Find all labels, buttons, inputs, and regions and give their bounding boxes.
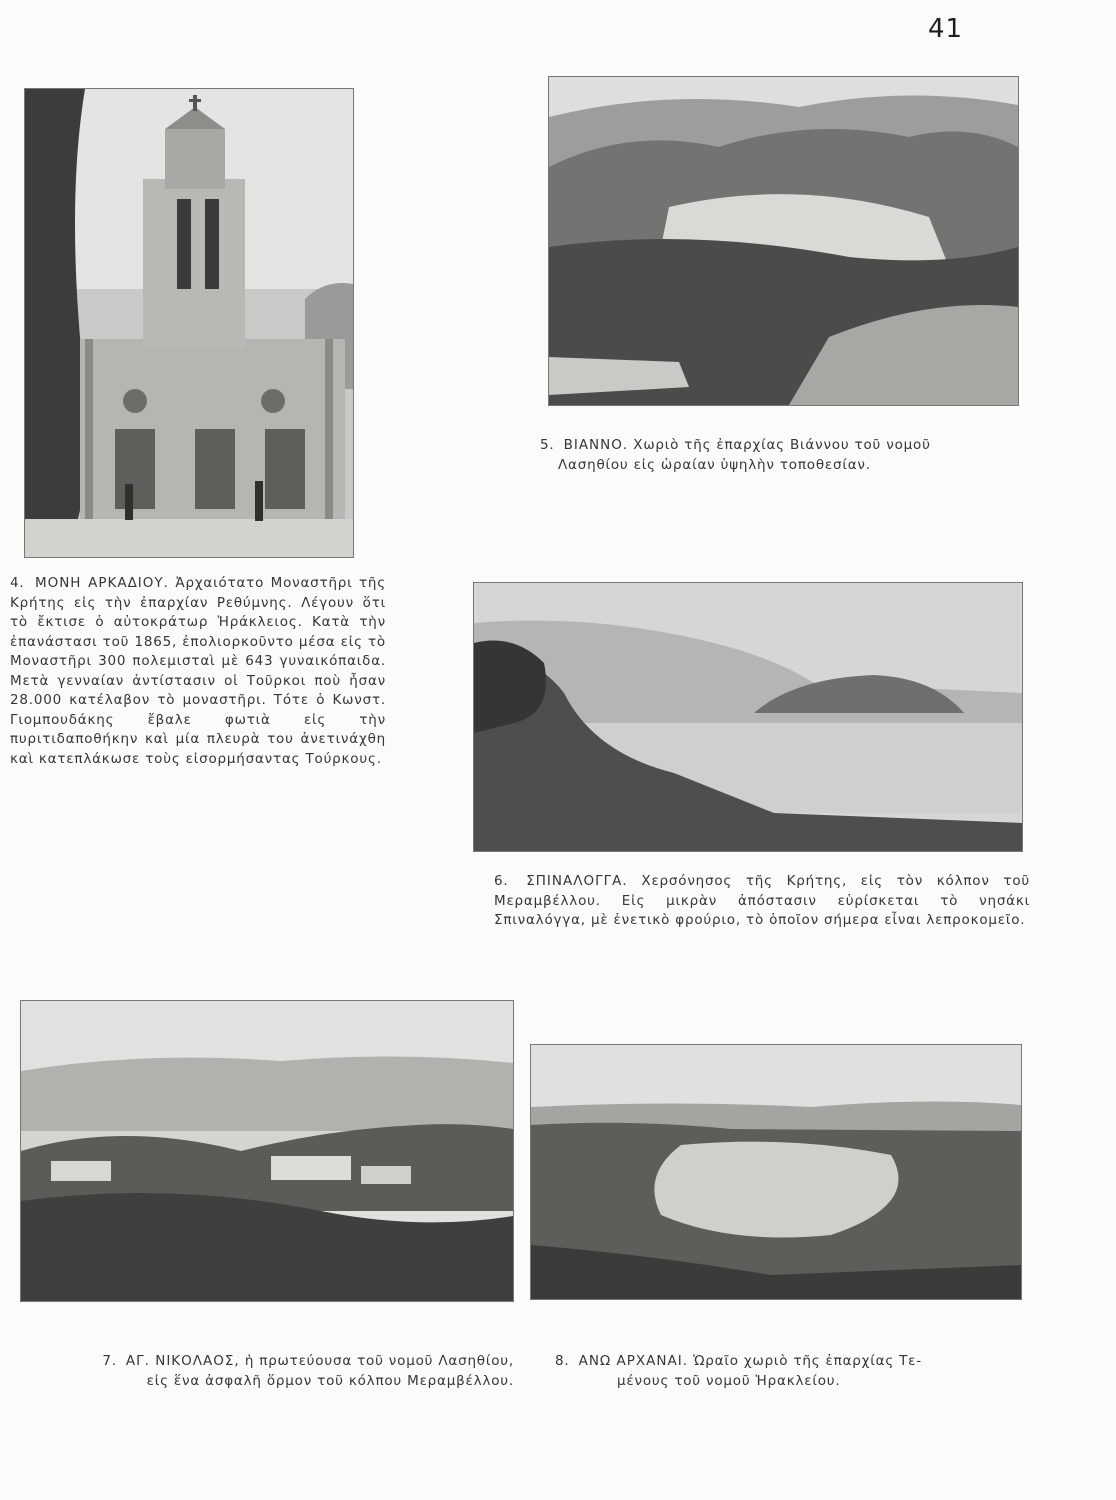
caption-spinalonga — [494, 872, 1030, 931]
caption-text: Χερσόνησος τῆς Κρήτης, εἰς τὸν κόλπον τοῦ Μεραμβέλλου. Εἰς μικρὰν ἀπόστασιν εὑρίσκεται τὸ νησάκι Σπιναλόγγα, μὲ ἐνετικὸ φρούριο, τὸ ὁποῖον σήμερα εἶναι λεπροκομεῖο. — [494, 873, 1031, 928]
photo-vianno — [548, 76, 1019, 406]
caption-line-2: Λασηθίου εἰς ὡραίαν ὑψηλὴν τοποθεσίαν. — [558, 456, 871, 473]
caption-text: Ἀρχαιότατο Μοναστῆρι τῆς Κρήτης εἰς τὴν ἐπαρχίαν Ρεθύμνης. Λέγουν ὅτι τὸ ἔκτισε ὁ αὐτοκράτωρ Ἡράκλειος. Κατὰ τὴν ἐπανάστασι τοῦ 1865, ἐπολιορκοῦντο μέσα εἰς τὸ Μοναστῆρι 300 πολεμισταὶ μὲ 643 γυναικόπαιδα. Μετὰ γενναίαν ἀντίστασιν οἱ Τοῦρκοι ποὺ ἦσαν 28.000 κατέλαβον τὸ μοναστῆρι. Τότε ὁ Κωνστ. Γιομπουδάκης ἔβαλε φωτιὰ εἰς τὴν πυριτιδαποθήκην καὶ μία πλευρὰ του ἀνετινάχθη καὶ κατεπλάκωσε τοὺς εἰσορμήσαντας Τούρκους. — [10, 575, 386, 767]
caption-line-1: Ὡραῖο χωριὸ τῆς ἐπαρχίας Τε- — [693, 1353, 922, 1369]
ano-archanai-image — [531, 1045, 1021, 1299]
photo-spinalonga — [473, 582, 1023, 852]
caption-monastery-arkadi — [10, 574, 386, 769]
caption-line-2: μένους τοῦ νομοῦ Ἡρακλείου. — [617, 1372, 841, 1389]
caption-vianno — [540, 436, 1010, 475]
photo-monastery-arkadi — [24, 88, 354, 558]
caption-number: 7. — [102, 1353, 117, 1369]
vianno-image — [549, 77, 1018, 405]
caption-number: 5. — [540, 437, 555, 453]
monastery-image — [25, 89, 353, 557]
caption-title: ΑΝΩ ΑΡΧΑΝΑΙ. — [578, 1353, 688, 1369]
photo-agios-nikolaos — [20, 1000, 514, 1302]
caption-line-1: Χωριὸ τῆς ἐπαρχίας Βιάννου τοῦ νομοῦ — [633, 437, 931, 453]
caption-title: ΜΟΝΗ ΑΡΚΑΔΙΟΥ. — [34, 575, 169, 591]
caption-number: 8. — [555, 1353, 570, 1369]
caption-agios-nikolaos — [30, 1352, 514, 1391]
agios-nikolaos-image — [21, 1001, 513, 1301]
caption-title: ΒΙΑΝΝΟ. — [563, 437, 629, 453]
caption-line-2: εἰς ἕνα ἀσφαλῆ ὅρμον τοῦ κόλπου Μεραμβέλλου. — [146, 1372, 514, 1389]
page-number: 41 — [928, 14, 964, 44]
caption-title: ΑΓ. ΝΙΚΟΛΑΟΣ, — [125, 1353, 240, 1369]
caption-ano-archanai — [555, 1352, 1035, 1391]
caption-number: 4. — [10, 575, 25, 591]
caption-title: ΣΠΙΝΑΛΟΓΓΑ. — [526, 873, 628, 889]
caption-number: 6. — [494, 873, 509, 889]
photo-ano-archanai — [530, 1044, 1022, 1300]
spinalonga-image — [474, 583, 1022, 851]
caption-line-1: ἡ πρωτεύουσα τοῦ νομοῦ Λασηθίου, — [244, 1353, 514, 1369]
